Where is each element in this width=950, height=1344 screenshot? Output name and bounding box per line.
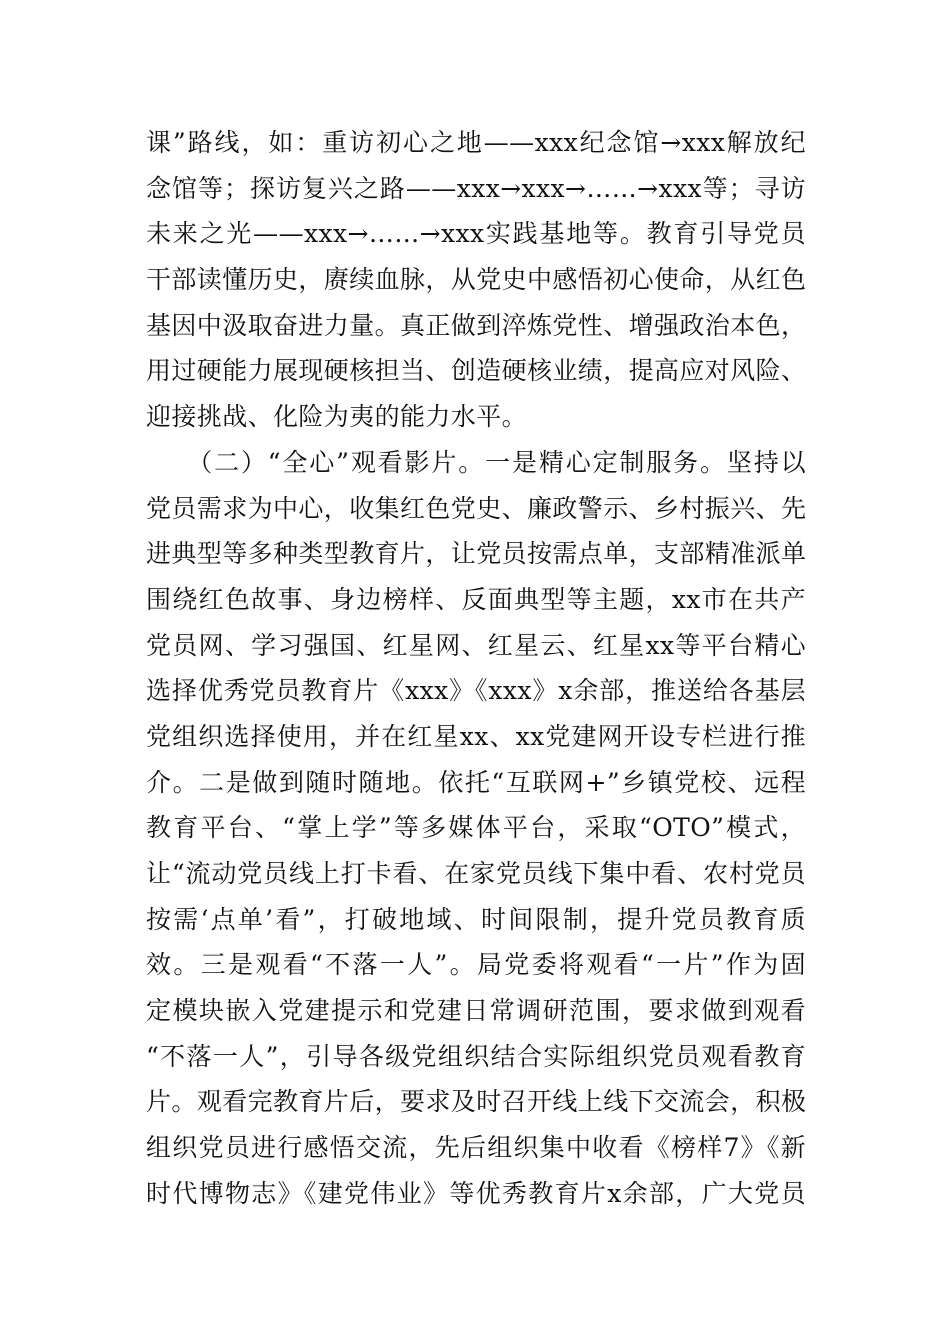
body-text <box>146 120 806 1217</box>
text-line: 党组织选择使用，并在红星xx、xx党建网开设专栏进行推 <box>146 721 806 751</box>
paragraph-end-line: 迎接挑战、化险为夷的能力水平。 <box>146 402 528 432</box>
text-line: 未来之光——xxx→……→xxx实践基地等。教育引导党员 <box>146 219 806 249</box>
text-line: 课”路线，如：重访初心之地——xxx纪念馆→xxx解放纪 <box>146 128 806 157</box>
text-line: 时代博物志》《建党伟业》等优秀教育片x余部，广大党员 <box>146 1178 806 1208</box>
text-line: 按需‘点单’看”，打破地域、时间限制，提升党员教育质 <box>146 904 806 934</box>
section-heading-line: （二）“全心”观看影片。一是精心定制服务。坚持以 <box>146 447 806 477</box>
text-line: 干部读懂历史，赓续血脉，从党史中感悟初心使命，从红色 <box>146 265 806 295</box>
text-line: “不落一人”，引导各级党组织结合实际组织党员观看教育 <box>146 1041 806 1071</box>
text-line: 让“流动党员线上打卡看、在家党员线下集中看、农村党员 <box>146 859 806 888</box>
text-line: 定模块嵌入党建提示和党建日常调研范围，要求做到观看 <box>146 996 806 1026</box>
text-line: 选择优秀党员教育片《xxx》《xxx》x余部，推送给各基层 <box>146 676 806 706</box>
text-line: 党员需求为中心，收集红色党史、廉政警示、乡村振兴、先 <box>146 493 806 523</box>
text-line: 围绕红色故事、身边榜样、反面典型等主题，xx市在共产 <box>146 584 806 614</box>
text-line: 教育平台、“掌上学”等多媒体平台，采取“OTO”模式， <box>146 813 806 843</box>
text-line: 用过硬能力展现硬核担当、创造硬核业绩，提高应对风险、 <box>146 356 806 386</box>
text-line: 进典型等多种类型教育片，让党员按需点单，支部精准派单 <box>146 539 806 569</box>
text-line: 片。观看完教育片后，要求及时召开线上线下交流会，积极 <box>146 1087 806 1117</box>
text-line: 基因中汲取奋进力量。真正做到淬炼党性、增强政治本色， <box>146 310 806 340</box>
text-line: 党员网、学习强国、红星网、红星云、红星xx等平台精心 <box>146 630 806 660</box>
text-line: 效。三是观看“不落一人”。局党委将观看“一片”作为固 <box>146 950 806 980</box>
text-line: 组织党员进行感悟交流，先后组织集中收看《榜样7》《新 <box>146 1133 806 1163</box>
text-line: 念馆等；探访复兴之路——xxx→xxx→……→xxx等；寻访 <box>146 173 806 203</box>
text-line: 介。二是做到随时随地。依托“互联网+”乡镇党校、远程 <box>146 767 806 797</box>
